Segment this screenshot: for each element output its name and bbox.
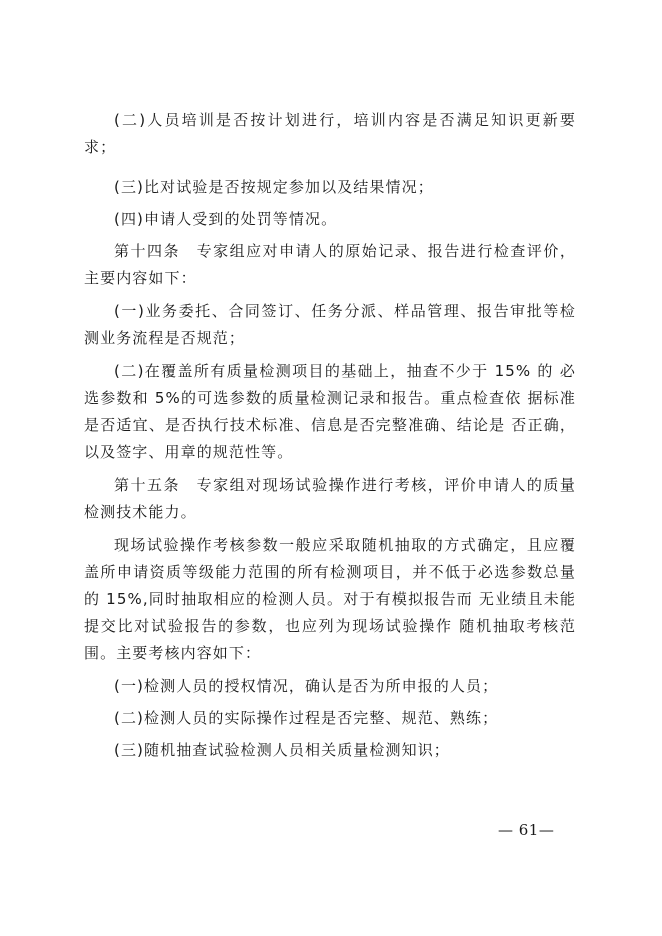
- paragraph-comparison-test: (三)比对试验是否按规定参加以及结果情况；: [114, 178, 434, 196]
- paragraph-business-process: (一)业务委托、合同签订、任务分派、样品管理、报告审批等检测业务流程是否规范；: [84, 302, 576, 347]
- document-body: [84, 107, 576, 764]
- paragraph-penalties: (四)申请人受到的处罚等情况。: [114, 210, 338, 228]
- paragraph-article-14: 第十四条 专家组应对申请人的原始记录、报告进行检查评价，主要内容如下：: [84, 242, 576, 287]
- paragraph-personnel-training: (二)人员培训是否按计划进行，培训内容是否满足知识更新要求；: [84, 111, 576, 156]
- paragraph-knowledge-check: (三)随机抽查试验检测人员相关质量检测知识；: [114, 741, 450, 759]
- paragraph-record-sampling: (二)在覆盖所有质量检测项目的基础上，抽查不少于 15% 的 必选参数和 5%的可选参数的质量检测记录和报告。重点检查依 据标准是否适宜、是否执行技术标准、信息是否完整准确、结论是 否正确，以及签字、用章的规范性等。: [84, 362, 576, 461]
- paragraph-authorization: (一)检测人员的授权情况，确认是否为所申报的人员；: [114, 677, 499, 695]
- page-number: — 61—: [498, 821, 555, 839]
- paragraph-operation-process: (二)检测人员的实际操作过程是否完整、规范、熟练；: [114, 709, 499, 727]
- paragraph-onsite-parameters: 现场试验操作考核参数一般应采取随机抽取的方式确定，且应覆盖所申请资质等级能力范围的所有检测项目，并不低于必选参数总量的 15%,同时抽取相应的检测人员。对于有模拟报告而 无业绩且未能提交比对试验报告的参数，也应列为现场试验操作 随机抽取考核范围。主要考核内容如下：: [84, 536, 576, 662]
- paragraph-article-15: 第十五条 专家组对现场试验操作进行考核，评价申请人的质量检测技术能力。: [84, 476, 576, 521]
